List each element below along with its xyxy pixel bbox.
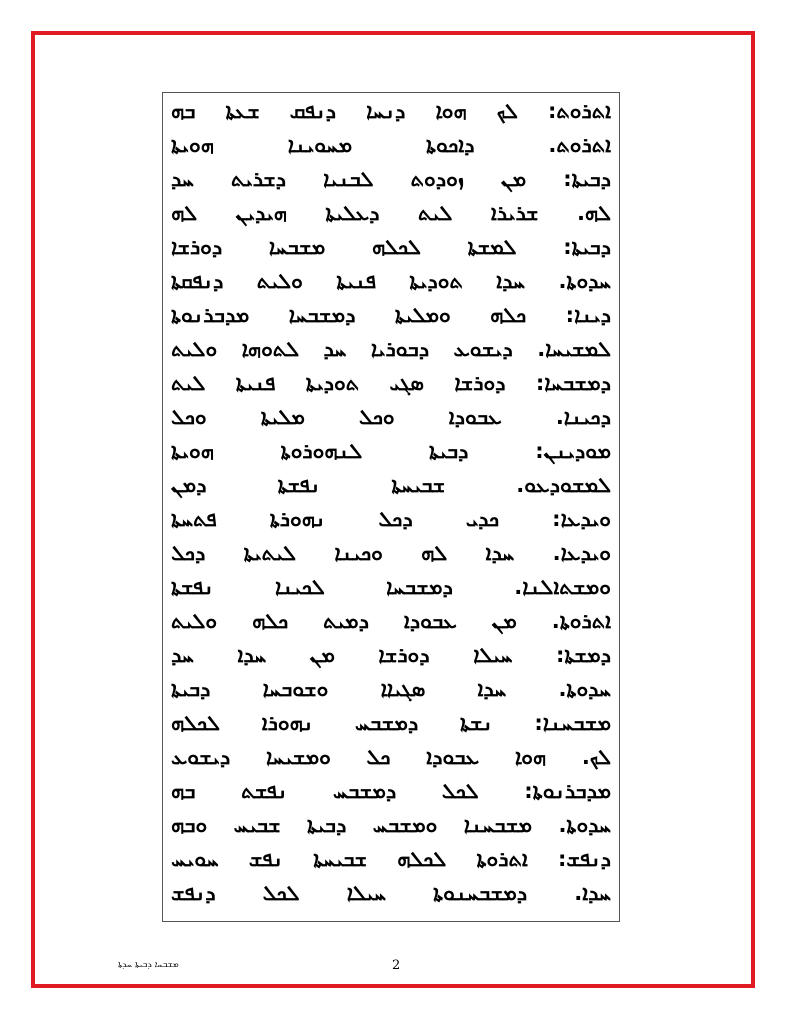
word: ܘܫܘܒܚܐ [262, 677, 329, 701]
text-line [171, 333, 611, 366]
word: ܘܟܝܢܐ [334, 541, 383, 565]
word: ܕܝܫܘܥ [171, 745, 231, 769]
text-line [171, 367, 611, 400]
word: ܘܡܫܒܚ [372, 813, 438, 837]
word: ܟܕܝ [465, 507, 500, 531]
word: ܠܢܗܘܪܘܬܐ [280, 439, 363, 463]
word: ܕܒܝܬܐ [306, 813, 347, 837]
text-line [171, 537, 611, 570]
word: ܠܗ [171, 201, 198, 225]
word: ܚܕ [171, 643, 194, 667]
word: ܕܡܫܒܚ [354, 711, 419, 735]
word: ܚܕܐ [496, 269, 526, 293]
word: ܫܒܝܚܬܐ [313, 847, 367, 871]
text-line [171, 843, 611, 876]
word: ܕܡܫܒܚܢܘܬܐ [433, 881, 528, 905]
word: ܥܒܘܕܐ [426, 745, 480, 769]
word: ܕܘܪܫܐ [378, 643, 430, 667]
word: ܚܕܘܬܐ. [558, 677, 611, 701]
word: ܫܒܝܚ [233, 813, 281, 837]
word: ܢܗܘܪܬܐ [269, 507, 326, 531]
text-line [171, 605, 611, 638]
word: ܠܗ. [576, 201, 611, 225]
word: ܠܟܠܗ [397, 847, 447, 871]
word: ܕܢܚܐ [366, 99, 406, 123]
word: ܕܡܫܒܚܐ [288, 303, 356, 327]
text-line [171, 503, 611, 536]
word: ܠܡܫܘܕܥܘ. [516, 473, 611, 497]
word: ܚܕܘܬܐ. [558, 813, 611, 837]
word: ܠܝܬ [171, 371, 206, 395]
word: ܕܢܦܩ [289, 99, 337, 123]
word: ܠܟܠ [262, 881, 300, 905]
word: ܘܠܝܬ [171, 337, 218, 361]
word: ܕܒܝܬܐ [429, 439, 469, 463]
text-line [171, 435, 611, 468]
text-line [171, 163, 611, 196]
word: ܠܡܫܬܐ [467, 235, 517, 259]
word: ܐܬܪܘܬ: [547, 99, 611, 123]
word: ܬܘܕܝܬܐ [305, 371, 360, 395]
word: ܢܫܬܐ [459, 711, 493, 735]
text-line [171, 469, 611, 502]
word: ܕܒܝܬܐ [171, 677, 211, 701]
word: ܡܢ [501, 167, 527, 191]
word: ܘܡܫܝܚܐ [265, 745, 331, 769]
word: ܢܦܫ [248, 847, 284, 871]
word: ܠܒܢܝܐ [323, 167, 374, 191]
word: ܠܟܠܗ [371, 235, 421, 259]
word: ܡܫܒܚܢܐ [463, 813, 532, 837]
word: ܙܘܕܘܬ [410, 167, 464, 191]
word: ܢܦܫܬܐ [171, 575, 214, 599]
word: ܘܠܝܬ [171, 609, 218, 633]
word: ܘܒܗ [171, 813, 208, 837]
word: ܡܢ [309, 643, 335, 667]
word: ܕܡܝܬ [323, 609, 369, 633]
word: ܟܠܗ [490, 303, 527, 327]
word: ܡܘܕܝܢܢ: [535, 439, 611, 463]
word: ܕܡܢ [171, 473, 207, 497]
word: ܚܕ [323, 337, 347, 361]
word: ܚܕܘܬܐ. [558, 269, 611, 293]
word: ܡܢ [491, 609, 517, 633]
word: ܢܦܫܬܐ [277, 473, 321, 497]
word: ܚܝܠܐ [346, 881, 386, 905]
text-line [171, 571, 611, 604]
word: ܕܥܠܝܬܐ [325, 201, 380, 225]
word: ܡܠܝܬܐ [260, 405, 305, 429]
word: ܒܗ [171, 99, 196, 123]
word: ܕܢܦܫ: [558, 847, 611, 871]
word: ܠܝܬܝܬܐ [243, 541, 297, 565]
word: ܢܗܘܪܐ [261, 711, 314, 735]
word: ܚܕܐ [237, 643, 267, 667]
word: ܫܪܝܪܐ [490, 201, 539, 225]
word: ܚܕܐ [477, 677, 507, 701]
text-line [171, 707, 611, 740]
word: ܥܒܘܕܐ [448, 405, 502, 429]
word: ܕܘܪܫܐ [171, 235, 223, 259]
word: ܕܡܫܒܚܐ: [535, 371, 611, 395]
word: ܕܝܢܐ: [565, 303, 611, 327]
word: ܠܟܠ [441, 779, 479, 803]
word: ܕܡܫܒܚܐ [386, 575, 453, 599]
word: ܕܒܘܪܝܐ [370, 337, 430, 361]
word: ܢܦܫܬ [241, 779, 288, 803]
word: ܠܟ. [581, 745, 611, 769]
word: ܠܟܠܗ [171, 711, 221, 735]
text-line [171, 639, 611, 672]
word: ܕܟܠ [378, 507, 413, 531]
word: ܕܟܝܢܐ. [555, 405, 611, 429]
word: ܟܠܗ [252, 609, 289, 633]
word: ܘܡܫܬܐܠܢܐ. [514, 575, 611, 599]
word: ܠܬܘܗܐ [241, 337, 300, 361]
word: ܠܟܝܢܐ [275, 575, 325, 599]
text-frame [162, 92, 620, 922]
word: ܣܓܝ [389, 371, 425, 395]
word: ܕܝܫܘܥ [453, 337, 513, 361]
word: ܕܘܪܫܐ [454, 371, 506, 395]
word: ܚܕܐ. [574, 881, 611, 905]
word: ܡܫܒܚܐ [268, 235, 326, 259]
word: ܘܠܝܬ [256, 269, 303, 293]
text-line [171, 299, 611, 332]
word: ܕܟܠ [171, 541, 206, 565]
word: ܗܘܝܬܐ [171, 439, 214, 463]
text-line [171, 95, 611, 128]
word: ܕܢܦܩܬܐ [171, 269, 224, 293]
word: ܣܓܝܐܐ [380, 677, 426, 701]
word: ܡܕܒܪܢܘܬܐ: [524, 779, 611, 803]
word: ܕܡܫܒܚ [333, 779, 397, 803]
page-number: 2 [392, 958, 401, 973]
word: ܠܡܫܝܚܐ. [537, 337, 611, 361]
word: ܗܝܕܝܢ [235, 201, 287, 225]
word: ܗܘܝܬܐ [171, 133, 214, 157]
word: ܘܟܠ [171, 405, 207, 429]
word: ܚܕ [171, 167, 194, 191]
word: ܠܝܬ [418, 201, 453, 225]
text-line [171, 265, 611, 298]
word: ܗܘܐ [514, 745, 547, 769]
text-line [171, 673, 611, 706]
word: ܕܒܝܬܐ: [563, 235, 611, 259]
text-line [171, 741, 611, 774]
word: ܡܚܘܝܢܐ [287, 133, 353, 157]
word: ܫܒܝܚܬܐ [391, 473, 446, 497]
word: ܐܬܪܘܬ. [548, 133, 611, 157]
word: ܡܫܒܚܢܐ: [534, 711, 611, 735]
text-line [171, 197, 611, 230]
word: ܘܟܠ [358, 405, 395, 429]
word: ܐܬܪܘܬܐ. [551, 609, 611, 633]
word: ܠܗ [421, 541, 448, 565]
text-line [171, 129, 611, 162]
word: ܘܡܠܝܬܐ [394, 303, 451, 327]
word: ܚܘܝܚ [171, 847, 219, 871]
word: ܚܕܐ [485, 541, 515, 565]
text-line [171, 775, 611, 808]
text-line [171, 809, 611, 842]
footer-title: ܡܫܒܚܐ ܕܒܝܬܐ ܚܕܬܐ [118, 960, 179, 970]
text-line [171, 231, 611, 264]
word: ܬܘܕܝܬܐ [409, 269, 463, 293]
word: ܦܢܝܬܐ [336, 269, 376, 293]
word: ܐܬܪܘܬܐ [476, 847, 528, 871]
word: ܟܠ [366, 745, 391, 769]
word: ܥܒܘܕܐ [403, 609, 457, 633]
word: ܦܬܚܬܐ [171, 507, 217, 531]
word: ܕܐܟܘܬܐ [425, 133, 475, 157]
word: ܘܝܕܥܐ: [552, 507, 611, 531]
word: ܕܢܦܫ [171, 881, 216, 905]
word: ܕܫܪܝܬ [230, 167, 287, 191]
text-line [171, 877, 611, 910]
word: ܗܘܐ [435, 99, 467, 123]
word: ܚܝܠܐ [473, 643, 513, 667]
word: ܒܗ [171, 779, 196, 803]
word: ܕܡܫܬܐ: [556, 643, 611, 667]
word: ܡܕܒܪܢܘܬܐ [171, 303, 250, 327]
word: ܘܝܕܥܐ. [552, 541, 611, 565]
text-line [171, 401, 611, 434]
word: ܕܒܝܬܐ: [563, 167, 611, 191]
word: ܦܢܝܬܐ [235, 371, 276, 395]
word: ܫܥܬܐ [225, 99, 260, 123]
word: ܠܟ [496, 99, 518, 123]
